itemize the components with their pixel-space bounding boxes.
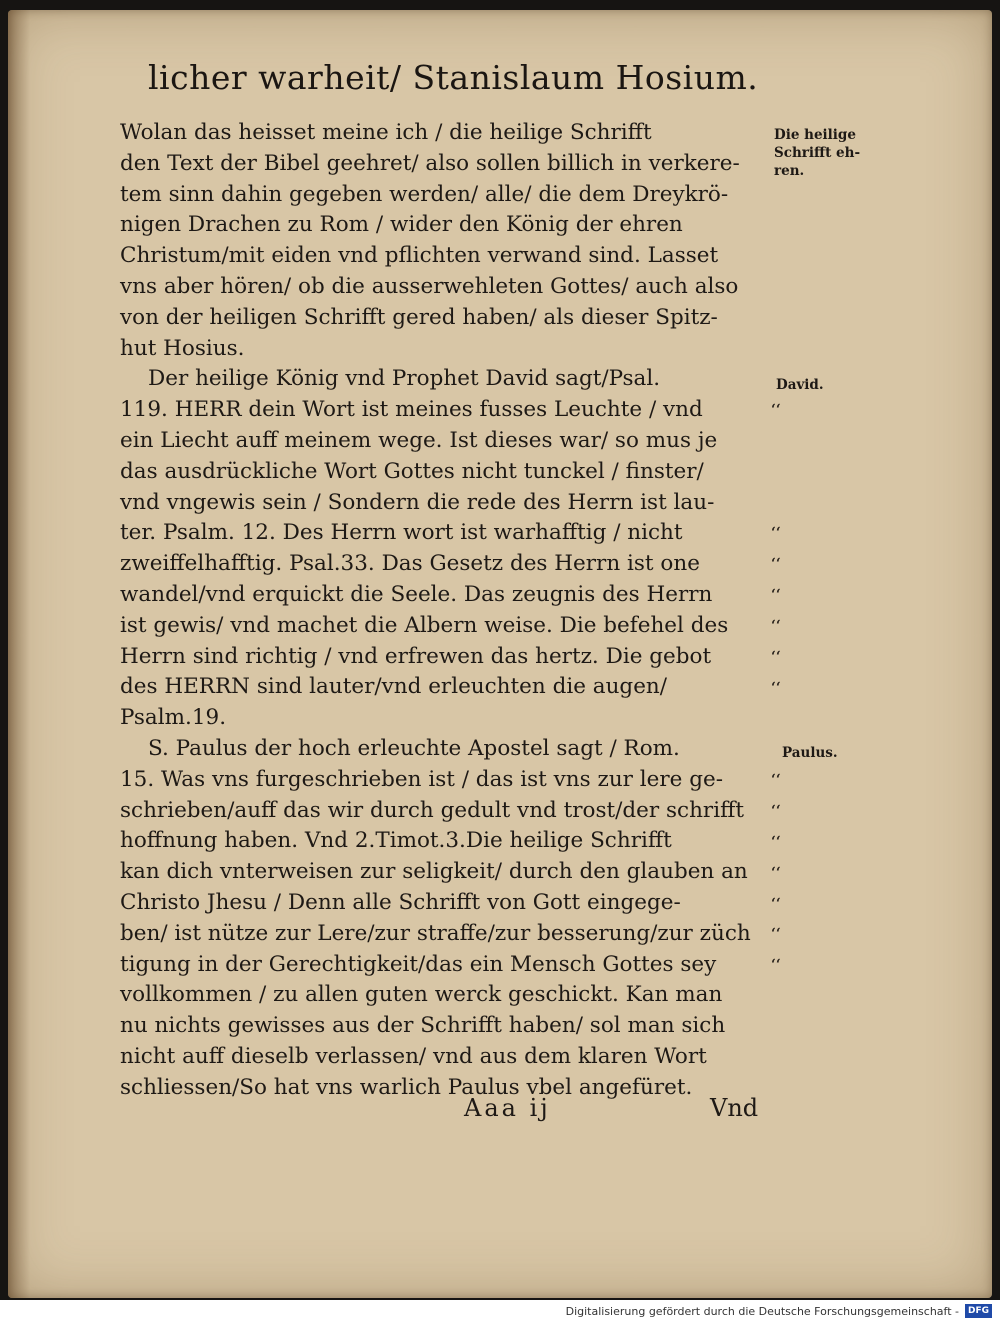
- quote-mark: ‘‘: [771, 680, 781, 696]
- body-text: [120, 118, 790, 1104]
- text-line: schrieben/auff das wir durch gedult vnd trost/der schrifft: [120, 797, 745, 823]
- text-line: Der heilige König vnd Prophet David sagt/Psal.: [148, 366, 661, 392]
- signature-mark: Aaa ij: [464, 1094, 551, 1122]
- text-line: nicht auff dieselb verlassen/ vnd aus dem klaren Wort: [120, 1043, 707, 1069]
- text-line: ter. Psalm. 12. Des Herrn wort ist warhafftig / nicht: [120, 520, 683, 546]
- text-line: den Text der Bibel geehret/ also sollen billich in verkere-: [120, 150, 740, 176]
- text-line: hut Hosius.: [120, 335, 245, 361]
- running-header: licher warheit/ Stanislaum Hosium.: [148, 58, 759, 97]
- quote-mark: ‘‘: [771, 618, 781, 634]
- catchword: Vnd: [710, 1094, 759, 1122]
- text-line: vnd vngewis sein / Sondern die rede des Herrn ist lau-: [120, 489, 715, 515]
- text-line: tigung in der Gerechtigkeit/das ein Mensch Gottes sey: [120, 951, 717, 977]
- quote-mark: ‘‘: [771, 926, 781, 942]
- text-line: vollkommen / zu allen guten werck geschickt. Kan man: [120, 982, 723, 1008]
- text-line: Christo Jhesu / Denn alle Schrifft von Gott eingege-: [120, 889, 681, 915]
- text-line: S. Paulus der hoch erleuchte Apostel sagt / Rom.: [148, 735, 680, 761]
- text-line: von der heiligen Schrifft gered haben/ als dieser Spitz-: [120, 304, 718, 330]
- quote-mark: ‘‘: [771, 587, 781, 603]
- quote-mark: ‘‘: [771, 865, 781, 881]
- text-line: zweiffelhafftig. Psal.33. Das Gesetz des Herrn ist one: [120, 551, 700, 577]
- quote-mark: ‘‘: [771, 649, 781, 665]
- text-line: nigen Drachen zu Rom / wider den König der ehren: [120, 212, 683, 238]
- quote-mark: ‘‘: [771, 772, 781, 788]
- dfg-logo: DFG: [965, 1304, 992, 1318]
- quote-mark: ‘‘: [771, 525, 781, 541]
- book-page: [8, 10, 992, 1298]
- text-line: hoffnung haben. Vnd 2.Timot.3.Die heilige Schrifft: [120, 828, 672, 854]
- margin-note: Die heilige Schrifft eh- ren.: [774, 127, 861, 179]
- quote-mark: ‘‘: [771, 957, 781, 973]
- text-line: Psalm.19.: [120, 705, 227, 731]
- text-line: wandel/vnd erquickt die Seele. Das zeugnis des Herrn: [120, 581, 713, 607]
- text-line: vns aber hören/ ob die ausserwehleten Gottes/ auch also: [120, 273, 739, 299]
- page-footer: [8, 1094, 992, 1134]
- text-line: kan dich vnterweisen zur seligkeit/ durch den glauben an: [120, 859, 748, 885]
- margin-note: David.: [776, 377, 824, 393]
- quote-mark: ‘‘: [771, 834, 781, 850]
- text-line: das ausdrückliche Wort Gottes nicht tunckel / finster/: [120, 458, 704, 484]
- text-line: Herrn sind richtig / vnd erfrewen das hertz. Die gebot: [120, 643, 712, 669]
- text-line: 119. HERR dein Wort ist meines fusses Leuchte / vnd: [120, 397, 703, 423]
- text-line: Christum/mit eiden vnd pflichten verwand sind. Lasset: [120, 243, 719, 269]
- text-line: ein Liecht auff meinem wege. Ist dieses war/ so mus je: [120, 427, 718, 453]
- quote-mark: ‘‘: [771, 803, 781, 819]
- text-line: ben/ ist nütze zur Lere/zur straffe/zur besserung/zur züch: [120, 920, 751, 946]
- text-line: Wolan das heisset meine ich / die heilige Schrifft: [120, 120, 652, 145]
- quote-mark: ‘‘: [771, 556, 781, 572]
- text-line: nu nichts gewisses aus der Schrifft haben/ sol man sich: [120, 1013, 726, 1039]
- quote-mark: ‘‘: [771, 896, 781, 912]
- text-line: tem sinn dahin gegeben werden/ alle/ die dem Dreykrö-: [120, 181, 729, 207]
- quote-mark: ‘‘: [771, 402, 781, 418]
- text-line: 15. Was vns furgeschrieben ist / das ist vns zur lere ge-: [120, 766, 723, 792]
- text-line: des HERRN sind lauter/vnd erleuchten die augen/: [120, 674, 668, 700]
- text-line: ist gewis/ vnd machet die Albern weise. Die befehel des: [120, 612, 729, 638]
- margin-note: Paulus.: [782, 745, 838, 761]
- text-line: schliessen/So hat vns warlich Paulus vbel angefüret.: [120, 1074, 693, 1100]
- credit-bar: [0, 1300, 1000, 1322]
- credit-text: Digitalisierung gefördert durch die Deutsche Forschungsgemeinschaft -: [565, 1305, 959, 1318]
